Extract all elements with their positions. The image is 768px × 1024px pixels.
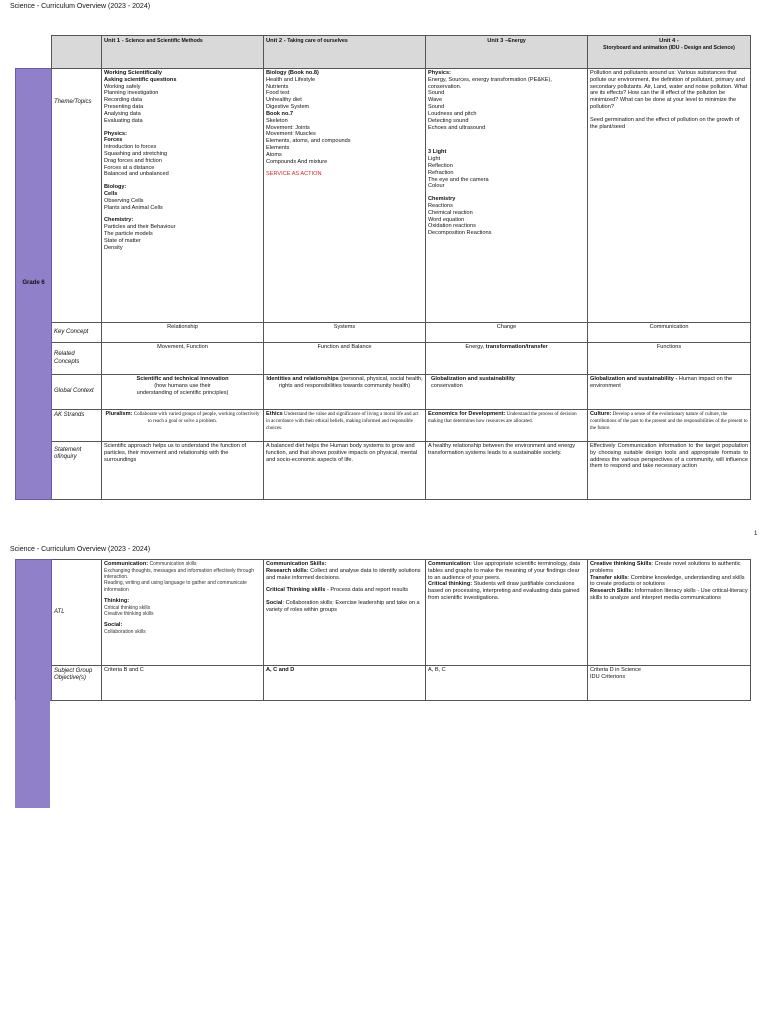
global-unit-3: Globalization and sustainability conservation xyxy=(426,375,588,410)
sgo-unit-1: Criteria B and C xyxy=(102,666,264,701)
topic-item: Sound xyxy=(428,90,445,97)
row-label-subject-group-objectives: Subject Group Objective(s) xyxy=(52,666,102,701)
topic-item: Planning investigation xyxy=(104,90,159,97)
topic-item: Health and Lifestyle xyxy=(266,76,316,83)
topic-item: Reactions xyxy=(428,203,453,209)
topic-item: State of matter xyxy=(104,237,141,244)
topic-item: Elements xyxy=(266,144,290,151)
topic-item: Analysing data xyxy=(104,110,141,117)
global-unit-1: Scientific and technical innovation (how humans use their understanding of scientific principles) xyxy=(102,375,264,410)
ak-unit-2: Ethics Understand the value and significance of living a moral life and act in accordance with their ethical beliefs, making informed and responsible choices. xyxy=(264,410,426,442)
statement-unit-4: Effectively Communication information to the target population by choosing suitable design tools and appropriate formats to address the various perspectives of a community, will influence them to respond and take necessary action xyxy=(588,442,751,500)
header-unit-4: Unit 4 - Storyboard and animation (IDU - Design and Science) xyxy=(588,36,751,69)
topic-item: Skeleton xyxy=(266,117,288,124)
topic-item: Presenting data xyxy=(104,104,144,111)
page-title-2: Science - Curriculum Overview (2023 - 2024) xyxy=(10,546,151,553)
topic-item: Forces xyxy=(104,137,123,144)
topic-item: Wave xyxy=(428,97,443,104)
topic-item: Decomposition Reactions xyxy=(428,230,492,237)
theme-unit-4-para2: Seed germination and the effect of pollution on the growth of the plant/seed xyxy=(590,116,740,130)
grade-column-continued xyxy=(15,700,50,808)
topic-item: Unhealthy diet xyxy=(266,97,302,104)
topic-item: Nutrients xyxy=(266,83,289,90)
statement-unit-3: A healthy relationship between the environment and energy transformation systems leads to a sustainable society. xyxy=(426,442,588,500)
key-concept-unit-4: Communication xyxy=(588,323,751,343)
topic-item: Biology (Book no.8) xyxy=(266,70,319,76)
topic-item: Physics: xyxy=(428,70,452,76)
topic-item: Movement: Muscles xyxy=(266,131,316,138)
atl-unit-4: Creative thinking Skills: Create novel solutions to authentic problems Transfer skills: Combine knowledge, understanding and skills to create products or solutions Research Skills: Information literacy skills - Use critical-literacy skills to analyze and interpret media communications xyxy=(588,560,751,666)
topic-item: Oxidation reactions xyxy=(428,223,476,230)
key-concept-unit-2: Systems xyxy=(264,323,426,343)
row-label-theme: Theme/Topics xyxy=(52,69,102,323)
topic-item: Physics: xyxy=(104,130,128,137)
atl-unit-3: Communication: Use appropriate scientific terminology, data tables and graphs to make the meaning of your findings clear to an audience of your peers. Critical thinking: Students will draw justifiable conclusions based on processing, interpreting and evaluating data gained from scientific investigations. xyxy=(426,560,588,666)
theme-unit-1 xyxy=(102,69,264,323)
related-unit-1: Movement, Function xyxy=(102,343,264,375)
topic-item: Plants and Animal Cells xyxy=(104,204,163,211)
topic-item: Squashing and stretching xyxy=(104,150,168,157)
topic-item: Drag forces and friction xyxy=(104,157,162,164)
topic-item: Evaluating data xyxy=(104,117,143,124)
topic-item: conservation. xyxy=(428,83,462,90)
row-label-ak-strands: AK Strands xyxy=(52,410,102,442)
sgo-unit-2: A, C and D xyxy=(264,666,426,701)
grade-label-continued xyxy=(16,560,52,701)
topic-item: Forces at a distance xyxy=(104,164,155,171)
atl-unit-2: Communication Skills: Research skills: Collect and analyse data to identify solutions and make informed decisions. Critical Thinking skills - Process data and report results Social: Collaboration skills: Exercise leadership and take on a variety of roles within groups xyxy=(264,560,426,666)
row-label-related-concepts: Related Concepts xyxy=(52,343,102,375)
ak-unit-3: Economics for Development: Understand the process of decision making that determines how resources are allocated. xyxy=(426,410,588,442)
blank-cell xyxy=(16,36,52,69)
theme-unit-2 xyxy=(264,69,426,323)
atl-unit-1: Communication: Communication skills Exchanging thoughts, messages and information effectively through interaction. Reading, writing and using language to gather and communicate information Thinking: Critical thinking skills Creative thinking skills Social: Collaboration skills xyxy=(102,560,264,666)
key-concept-unit-3: Change xyxy=(426,323,588,343)
ak-unit-1: Pluralism: Collaborate with varied groups of people, working collectively to reach a goal or solve a problem. xyxy=(102,410,264,442)
related-unit-2: Function and Balance xyxy=(264,343,426,375)
topic-item: Asking scientific questions xyxy=(104,76,177,83)
topic-item: Introduction to forces xyxy=(104,144,157,151)
topic-item: Particles and their Behaviour xyxy=(104,224,176,231)
header-unit-2: Unit 2 - Taking care of ourselves xyxy=(264,36,426,69)
topic-item: Chemistry: xyxy=(104,217,134,224)
header-unit-1: Unit 1 - Science and Scientific Methods xyxy=(102,36,264,69)
row-label-statement: Statement ofinquiry xyxy=(52,442,102,500)
topic-item: Observing Cells xyxy=(104,197,144,204)
topic-item: 3 Light xyxy=(428,149,447,156)
topic-item: Reflection xyxy=(428,162,453,169)
topic-item: Density xyxy=(104,244,123,251)
statement-unit-2: A balanced diet helps the Human body systems to grow and function, and that shows positive impacts on physical, mental and socio-economic aspects of life. xyxy=(264,442,426,500)
sgo-unit-4: Criteria D in Science IDU Criterions xyxy=(588,666,751,701)
page-title: Science - Curriculum Overview (2023 - 2024) xyxy=(10,3,151,10)
theme-unit-4-para1: Pollution and pollutants around us: Various substances that pollute our environment, the definition of pollutant, primary and secondary pollutants. Air, Land, water and noise pollution. What are its effects? How can the ill effect of the pollution be minimized? What can be done at your level to minimize the pollution? xyxy=(590,70,748,111)
curriculum-table-page2 xyxy=(15,559,751,701)
topic-item: Working Scientifically xyxy=(104,70,163,76)
grade-label: Grade 6 xyxy=(16,69,52,500)
related-unit-4: Functions xyxy=(588,343,751,375)
topic-item: Compounds And mixture xyxy=(266,158,328,165)
row-label-key-concept: Key Concept xyxy=(52,323,102,343)
statement-unit-1: Scientific approach helps us to understand the function of particles, their movement and relationship with the surroundings xyxy=(102,442,264,500)
header-blank xyxy=(52,36,102,69)
topic-item: Colour xyxy=(428,183,445,190)
topic-item: Digestive System xyxy=(266,104,310,111)
global-unit-4: Globalization and sustainability - Human impact on the environment xyxy=(588,375,751,410)
topic-item: Energy, Sources, energy transformation (PE&KE), xyxy=(428,76,552,83)
related-unit-3: Energy, transformation/transfer xyxy=(426,343,588,375)
topic-item: Cells xyxy=(104,191,118,197)
topic-item: Working safely xyxy=(104,83,141,90)
theme-unit-4 xyxy=(588,69,751,323)
topic-item: The eye and the camera xyxy=(428,176,489,183)
topic-item: Balanced and unbalanced xyxy=(104,171,169,178)
theme-unit-3 xyxy=(426,69,588,323)
global-unit-2: Identities and relationships (personal, physical, social health, rights and responsibilities towards community health) xyxy=(264,375,426,410)
topic-item: Echoes and ultrasound xyxy=(428,124,486,131)
topic-item: Book no.7 xyxy=(266,110,294,117)
key-concept-unit-1: Relationship xyxy=(102,323,264,343)
topic-item: Detecting sound xyxy=(428,117,469,124)
topic-item: Chemistry xyxy=(428,196,456,203)
topic-item: Elements, atoms, and compounds xyxy=(266,138,351,145)
page-number: 1 xyxy=(754,531,758,537)
topic-item: SERVICE AS ACTION xyxy=(266,171,322,178)
row-label-global-context: Global Context xyxy=(52,375,102,410)
topic-item: Food test xyxy=(266,90,290,97)
topic-item: Biology: xyxy=(104,184,127,191)
row-label-atl: ATL xyxy=(52,560,102,666)
sgo-unit-3: A, B, C xyxy=(426,666,588,701)
topic-item: Chemical reaction xyxy=(428,209,473,216)
topic-item: The particle models xyxy=(104,231,153,238)
topic-item: Refraction xyxy=(428,169,454,176)
topic-item: Recording data xyxy=(104,97,142,104)
topic-item: Movement: Joints xyxy=(266,124,310,131)
topic-item: Loudness and pitch xyxy=(428,110,477,117)
header-unit-3: Unit 3 –Energy xyxy=(426,36,588,69)
topic-item: Light xyxy=(428,156,441,163)
ak-unit-4: Culture: Develop a sense of the evolutionary nature of culture, the contributions of the past to the present and the responsibilities of the present to the future. xyxy=(588,410,751,442)
topic-item: Sound xyxy=(428,104,445,111)
topic-item: Word equation xyxy=(428,216,465,223)
curriculum-table-page1 xyxy=(15,35,751,500)
topic-item: Atoms xyxy=(266,151,282,158)
